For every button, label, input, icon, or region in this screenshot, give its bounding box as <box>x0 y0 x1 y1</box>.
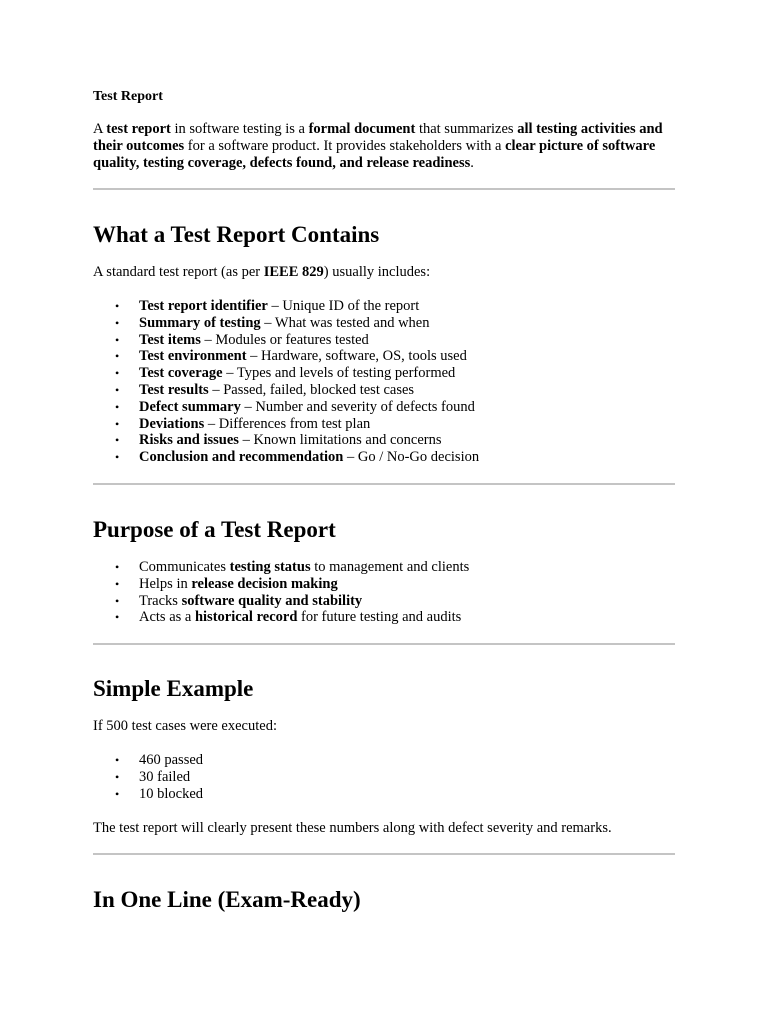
item-term: Conclusion and recommendation <box>139 449 344 466</box>
intro-bold-text: all testing activities and their outcomes <box>93 121 663 154</box>
item-description: – Unique ID of the report <box>267 298 420 314</box>
result-value: 460 passed <box>139 752 204 768</box>
contains-list-item <box>93 449 678 466</box>
intro-bold-text: test report <box>106 121 171 137</box>
item-term: Test coverage <box>139 365 223 382</box>
intro-bold-text: clear picture of software quality, testing coverage, defects found, and release readiness <box>93 138 656 171</box>
purpose-list-item <box>93 593 678 610</box>
bullet-icon: • <box>115 382 120 397</box>
item-term: Test environment <box>139 348 247 365</box>
item-term: Defect summary <box>139 398 241 415</box>
contains-list <box>93 298 678 466</box>
result-list-item <box>93 752 678 769</box>
contains-lead-paragraph <box>93 264 678 281</box>
bullet-icon: • <box>115 299 120 313</box>
result-value: 10 blocked <box>139 785 204 802</box>
contains-lead-bold-text: IEEE 829 <box>263 264 324 280</box>
heading-simple-example: Simple Example <box>93 676 254 701</box>
contains-list-item <box>93 365 678 382</box>
item-text: for future testing and audits <box>297 609 462 626</box>
item-description: – Hardware, software, OS, tools used <box>246 348 467 365</box>
bullet-icon: • <box>115 332 120 347</box>
item-description: – Passed, failed, blocked test cases <box>208 381 415 398</box>
bullet-icon: • <box>115 769 120 784</box>
bullet-icon: • <box>115 416 120 431</box>
bullet-icon: • <box>115 786 120 801</box>
bullet-icon: • <box>115 315 120 330</box>
item-term: Test results <box>139 381 209 398</box>
item-text: Tracks <box>139 592 182 609</box>
result-list-item <box>93 769 678 786</box>
contains-lead-text: A standard test report (as per <box>93 264 264 280</box>
contains-list-item <box>93 332 678 349</box>
heading-purpose: Purpose of a Test Report <box>93 517 336 542</box>
example-lead-paragraph: If 500 test cases were executed: <box>93 718 277 734</box>
bullet-icon: • <box>115 399 120 414</box>
contains-list-item <box>93 432 678 449</box>
item-text: Communicates <box>139 559 230 575</box>
bullet-icon: • <box>115 433 120 448</box>
bullet-icon: • <box>115 576 120 591</box>
item-description: – Types and levels of testing performed <box>222 365 456 382</box>
section-divider <box>93 188 675 190</box>
contains-lead-text: ) usually includes: <box>323 264 431 280</box>
contains-list-item <box>93 416 678 433</box>
document-title: Test Report <box>93 89 163 104</box>
item-description: – Differences from test plan <box>204 415 371 432</box>
intro-text: for a software product. It provides stakeholders with a <box>184 138 506 154</box>
contains-list-item <box>93 399 678 416</box>
item-description: – Number and severity of defects found <box>240 398 475 415</box>
intro-text: that summarizes <box>415 121 518 137</box>
intro-text: in software testing is a <box>170 121 309 137</box>
heading-what-report-contains: What a Test Report Contains <box>93 222 380 247</box>
intro-paragraph <box>93 121 678 172</box>
bullet-icon: • <box>115 450 120 465</box>
contains-list-item <box>93 348 678 365</box>
heading-one-line: In One Line (Exam-Ready) <box>93 887 361 912</box>
item-term: Risks and issues <box>139 432 239 449</box>
item-term: Test items <box>139 331 201 348</box>
result-list-item <box>93 786 678 803</box>
bullet-icon: • <box>115 593 120 608</box>
purpose-list-item <box>93 576 678 593</box>
intro-text: . <box>470 155 474 171</box>
item-emphasis: historical record <box>194 609 298 626</box>
example-closing-paragraph: The test report will clearly present these numbers along with defect severity and remarks. <box>93 820 612 836</box>
purpose-list-item <box>93 609 678 626</box>
item-text: Acts as a <box>139 609 195 626</box>
item-text: Helps in <box>139 575 192 592</box>
result-value: 30 failed <box>139 768 191 785</box>
item-description: – Known limitations and concerns <box>238 432 442 449</box>
section-divider <box>93 853 675 855</box>
item-term: Summary of testing <box>139 314 261 331</box>
item-emphasis: testing status <box>229 559 311 575</box>
contains-list-item <box>93 382 678 399</box>
item-term: Deviations <box>139 415 205 432</box>
bullet-icon: • <box>115 610 120 625</box>
purpose-list <box>93 559 678 626</box>
item-description: – What was tested and when <box>260 314 430 331</box>
intro-text: A <box>93 121 107 137</box>
bullet-icon: • <box>115 366 120 381</box>
item-text: to management and clients <box>310 559 470 575</box>
intro-bold-text: formal document <box>308 121 416 137</box>
item-emphasis: software quality and stability <box>181 592 363 609</box>
bullet-icon: • <box>115 560 120 574</box>
section-divider <box>93 483 675 485</box>
item-term: Test report identifier <box>139 298 268 314</box>
contains-list-item <box>93 298 678 315</box>
bullet-icon: • <box>115 349 120 364</box>
item-emphasis: release decision making <box>191 575 338 592</box>
bullet-icon: • <box>115 753 120 767</box>
example-results-list <box>93 752 678 802</box>
purpose-list-item <box>93 559 678 576</box>
item-description: – Modules or features tested <box>200 331 369 348</box>
section-divider <box>93 643 675 645</box>
item-description: – Go / No-Go decision <box>343 449 480 466</box>
contains-list-item <box>93 315 678 332</box>
